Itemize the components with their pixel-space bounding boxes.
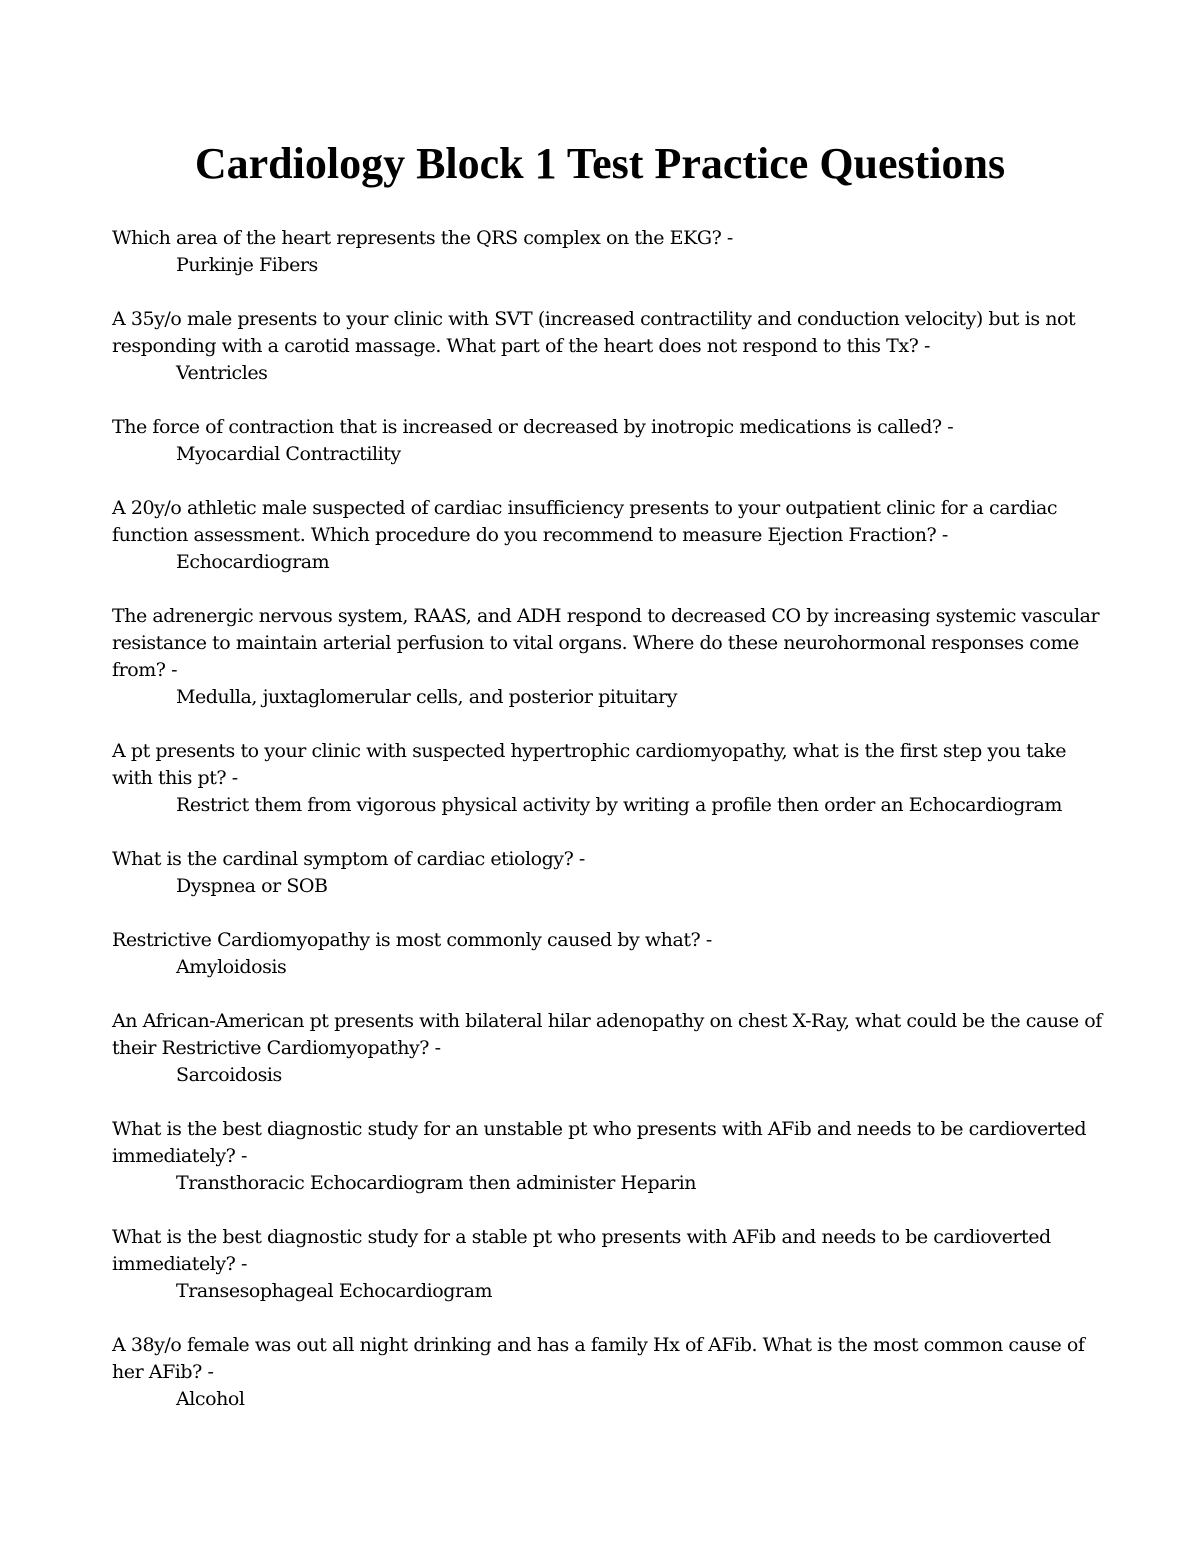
answer-text: Transesophageal Echocardiogram xyxy=(176,1280,493,1302)
question-text: A 20y/o athletic male suspected of cardiac insufficiency presents to your outpatient clinic for a cardiac function assessment. Which procedure do you recommend to measure Ejection Fraction? - xyxy=(112,497,1058,546)
qa-item xyxy=(112,738,1110,819)
question-text: What is the best diagnostic study for a stable pt who presents with AFib and needs to be cardioverted immediately? - xyxy=(112,1226,1051,1275)
qa-item xyxy=(112,1224,1110,1305)
answer-text: Alcohol xyxy=(176,1388,245,1410)
question-list xyxy=(112,225,1110,1413)
question-text: A pt presents to your clinic with suspected hypertrophic cardiomyopathy, what is the first step you take with this pt? - xyxy=(112,740,1066,789)
qa-item xyxy=(112,306,1110,387)
question-text: What is the cardinal symptom of cardiac etiology? - xyxy=(112,848,585,870)
question-text: A 38y/o female was out all night drinking and has a family Hx of AFib. What is the most common cause of her AFib? - xyxy=(112,1334,1085,1383)
answer-text: Myocardial Contractility xyxy=(176,443,401,465)
question-text: What is the best diagnostic study for an unstable pt who presents with AFib and needs to be cardioverted immediately? - xyxy=(112,1118,1087,1167)
qa-item xyxy=(112,927,1110,981)
answer-text: Medulla, juxtaglomerular cells, and posterior pituitary xyxy=(176,686,678,708)
question-text: A 35y/o male presents to your clinic with SVT (increased contractility and conduction velocity) but is not responding with a carotid massage. What part of the heart does not respond to this Tx? - xyxy=(112,308,1076,357)
qa-item xyxy=(112,603,1110,711)
question-text: Restrictive Cardiomyopathy is most commonly caused by what? - xyxy=(112,929,712,951)
document-title: Cardiology Block 1 Test Practice Questions xyxy=(194,139,1006,188)
answer-text: Echocardiogram xyxy=(176,551,330,573)
qa-item xyxy=(112,1008,1110,1089)
qa-item xyxy=(112,846,1110,900)
question-text: The adrenergic nervous system, RAAS, and ADH respond to decreased CO by increasing systemic vascular resistance to maintain arterial perfusion to vital organs. Where do these neurohormonal responses come from? - xyxy=(112,605,1100,681)
answer-text: Purkinje Fibers xyxy=(176,254,318,276)
answer-text: Amyloidosis xyxy=(176,956,287,978)
qa-item xyxy=(112,1332,1110,1413)
qa-item xyxy=(112,495,1110,576)
qa-item xyxy=(112,414,1110,468)
answer-text: Transthoracic Echocardiogram then administer Heparin xyxy=(176,1172,697,1194)
question-text: Which area of the heart represents the QRS complex on the EKG? - xyxy=(112,227,733,249)
answer-text: Sarcoidosis xyxy=(176,1064,282,1086)
answer-text: Ventricles xyxy=(176,362,268,384)
question-text: An African-American pt presents with bilateral hilar adenopathy on chest X-Ray, what could be the cause of their Restrictive Cardiomyopathy? - xyxy=(112,1010,1102,1059)
qa-item xyxy=(112,1116,1110,1197)
answer-text: Restrict them from vigorous physical activity by writing a profile then order an Echocardiogram xyxy=(176,794,1062,816)
answer-text: Dyspnea or SOB xyxy=(176,875,328,897)
question-text: The force of contraction that is increased or decreased by inotropic medications is called? - xyxy=(112,416,954,438)
qa-item xyxy=(112,225,1110,279)
